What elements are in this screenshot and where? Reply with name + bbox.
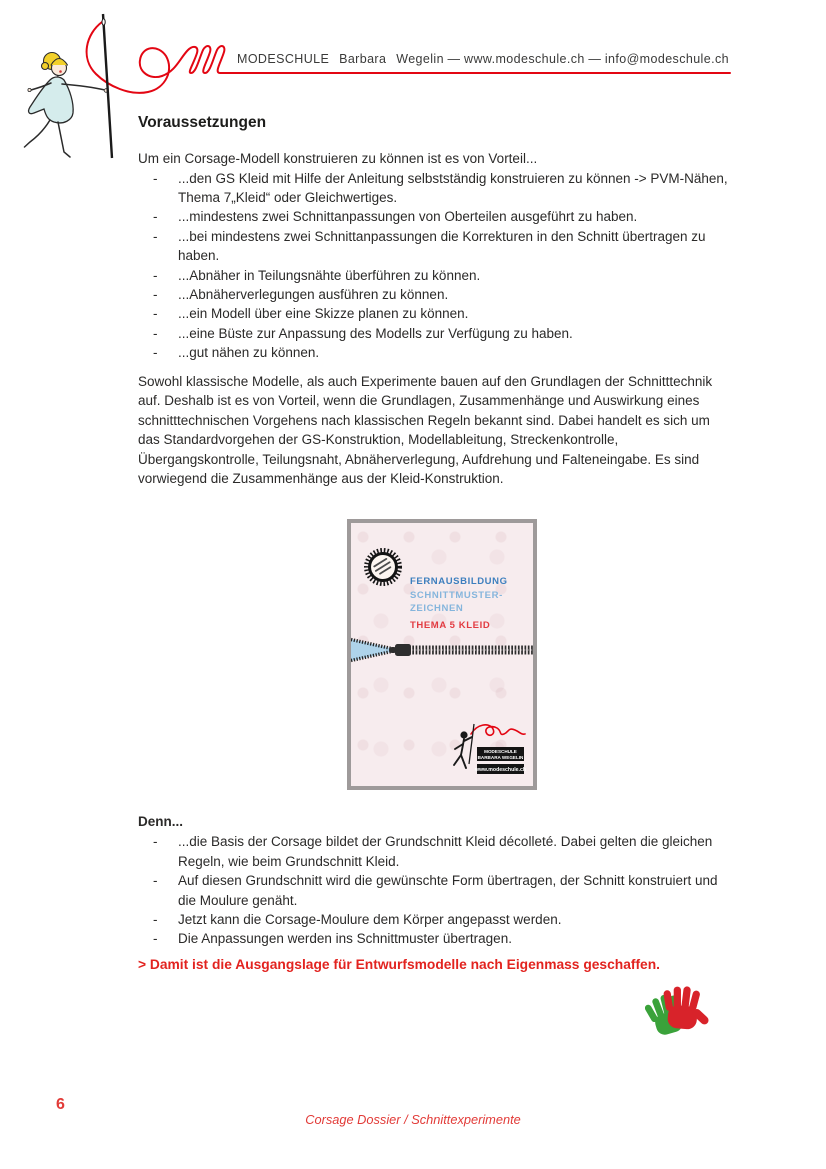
intro-paragraph: Um ein Corsage-Modell konstruieren zu können ist es von Vorteil... [138,151,538,166]
page-title: Voraussetzungen [138,114,267,131]
zipper-icon [351,635,533,665]
list-marker: - [153,912,158,928]
footer-title: Corsage Dossier / Schnittexperimente [305,1112,521,1127]
list-marker: - [153,286,158,302]
needle-icon [102,14,112,158]
page-number: 6 [56,1096,65,1113]
conclusion-text: > Damit ist die Ausgangslage für Entwurfsmodelle nach Eigenmass geschaffen. [138,957,660,972]
cover-logo-line1: MODESCHULE [484,749,517,754]
header-separator: — [447,52,461,66]
list-item [138,285,730,304]
list-marker: - [153,873,158,889]
list-item-text: ...mindestens zwei Schnittanpassungen von Oberteilen ausgeführt zu haben. [178,209,638,225]
list-item-text: ...bei mindestens zwei Schnittanpassungen die Korrekturen in den Schnitt übertragen zu haben. [178,228,706,264]
list-item-text: Jetzt kann die Corsage-Moulure dem Körper angepasst werden. [178,912,562,928]
list-marker: - [153,325,158,341]
cover-title-line4: THEMA 5 KLEID [410,619,491,631]
list-item [138,227,730,266]
header-website-link[interactable]: www.modeschule.ch [464,52,585,66]
list-item [138,871,730,910]
hand-print-icon [645,980,711,1044]
cover-logo-line2: BARBARA WEGELIN [477,755,524,760]
denn-section [138,812,732,949]
list-item [138,929,730,948]
list-marker: - [153,834,158,850]
list-item-text: Die Anpassungen werden ins Schnittmuster übertragen. [178,931,512,947]
list-item-text: ...ein Modell über eine Skizze planen zu können. [178,306,469,322]
list-item-text: ...den GS Kleid mit Hilfe der Anleitung selbstständig konstruieren zu können -> PVM-Nähen, Thema 7„Kleid“ oder Gleichwertiges. [178,170,728,205]
header-brand: MODESCHULE Barbara Wegelin [237,52,444,66]
list-marker: - [153,306,158,322]
list-item [138,304,730,323]
list-item-text: ...gut nähen zu können. [178,345,320,361]
cover-logo-url: www.modeschule.ch [474,767,527,773]
list-item [138,169,730,208]
list-item [138,343,730,362]
list-item-text: ...die Basis der Corsage bildet der Grundschnitt Kleid décolleté. Dabei gelten die gleichen Regeln, wie beim Grundschnitt Kleid. [178,834,713,869]
list-marker: - [153,170,158,186]
list-item [138,324,730,343]
cover-title-line3: ZEICHNEN [410,603,464,614]
page-header [237,52,729,66]
list-item [138,832,730,871]
list-item [138,266,730,285]
list-item [138,207,730,226]
list-marker: - [153,931,158,947]
cover-title-line2: SCHNITTMUSTER- [410,589,503,601]
book-cover-image [347,519,537,790]
requirements-list [138,169,730,363]
list-marker: - [153,209,158,225]
starburst-badge-icon [361,545,405,589]
cover-publisher-logo [443,722,529,780]
denn-heading: Denn... [138,814,184,829]
cover-title-line1: FERNAUSBILDUNG [410,576,508,587]
denn-list [138,832,730,948]
list-item-text: Auf diesen Grundschnitt wird die gewünschte Form übertragen, der Schnitt konstruiert und die Moulure genäht. [178,873,718,908]
list-marker: - [153,267,158,283]
list-marker: - [153,345,158,361]
list-item-text: ...Abnäher in Teilungsnähte überführen zu können. [178,267,481,283]
header-separator: — [588,52,602,66]
list-item [138,910,730,929]
header-email-link[interactable]: info@modeschule.ch [604,52,729,66]
list-item-text: ...Abnäherverlegungen ausführen zu können. [178,286,449,302]
mascot-figure [25,53,108,158]
list-item-text: ...eine Büste zur Anpassung des Modells zur Verfügung zu haben. [178,325,573,341]
body-paragraph: Sowohl klassische Modelle, als auch Experimente bauen auf den Grundlagen der Schnitttechnik auf. Deshalb ist es von Vorteil, wenn die Grundlagen, Zusammenhänge und Auswirkung eines schnitttechnischen Vorgehens nach klassischen Regeln bekannt sind. Dabei handelt es sich um das Standardvorgehen der GS-Konstruktion, Modellableitung, Streckenkontrolle, Übergangskontrolle, Teilungsnaht, Abnäherverlegung, Aufdrehung und Falteneingabe. Es sind vorwiegend die Zusammenhänge aus der Kleid-Konstruktion. [138,374,713,487]
cover-title-block [410,575,508,632]
list-marker: - [153,228,158,244]
